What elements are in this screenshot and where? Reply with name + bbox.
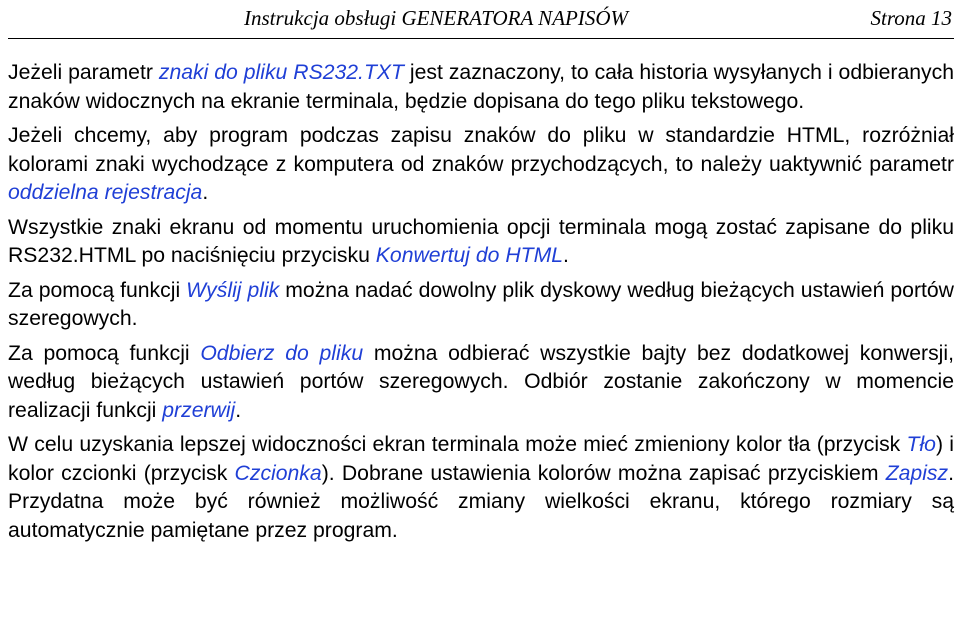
text-run: Jeżeli chcemy, aby program podczas zapisu znaków do pliku w standardzie HTML, rozróżniał kolorami znaki wychodzące z komputera od znaków przychodzących, to należy uaktywnić parametr — [8, 124, 954, 176]
button-name: Konwertuj do HTML — [375, 244, 564, 267]
parameter-name: oddzielna rejestracja — [8, 181, 203, 204]
text-run: W celu uzyskania lepszej widoczności ekran terminala może mieć zmieniony kolor tła (przycisk — [8, 433, 907, 456]
paragraph — [8, 122, 954, 208]
text-run: . — [563, 244, 569, 267]
button-name: Czcionka — [234, 461, 322, 485]
function-name: Odbierz do pliku — [200, 341, 364, 365]
text-run: Wszystkie znaki ekranu od momentu uruchomienia opcji terminala mogą zostać zapisane do pliku RS232.HTML po naciśnięciu przycisku — [8, 215, 954, 267]
button-name: Tło — [906, 433, 936, 456]
function-name: przerwij — [162, 398, 236, 422]
text-run: Jeżeli parametr — [8, 61, 159, 84]
text-run: można nadać dowolny plik dyskowy według bieżących ustawień portów szeregowych. — [8, 278, 954, 330]
text-run: . — [202, 181, 209, 204]
text-run: ). Dobrane ustawienia kolorów można zapisać przyciskiem — [321, 461, 886, 485]
page-number: Strona 13 — [870, 6, 952, 30]
paragraph — [8, 277, 954, 334]
text-run: . Przydatna może być również możliwość zmiany wielkości ekranu, którego rozmiary są automatycznie pamiętane przez program. — [8, 461, 954, 542]
text-run: . — [235, 398, 242, 422]
text-run: ) i kolor czcionki (przycisk — [8, 433, 954, 485]
paragraph — [8, 59, 954, 116]
text-run: jest zaznaczony, to cała historia wysyłanych i odbieranych znaków widocznych na ekranie terminala, będzie dopisana do tego pliku tekstowego. — [8, 61, 954, 113]
document-body — [8, 59, 954, 551]
text-run: można odbierać wszystkie bajty bez dodatkowej konwersji, według bieżących ustawień portów szeregowych. Odbiór zostanie zakończony w momencie realizacji funkcji — [8, 341, 954, 422]
text-run: Za pomocą funkcji — [8, 341, 201, 365]
paragraph — [8, 340, 954, 426]
function-name: Wyślij plik — [186, 278, 280, 302]
parameter-name: znaki do pliku RS232.TXT — [158, 61, 404, 84]
text-run: Za pomocą funkcji — [8, 278, 187, 302]
paragraph — [8, 214, 954, 271]
button-name: Zapisz — [885, 461, 949, 485]
page-header — [8, 2, 954, 39]
paragraph — [8, 431, 954, 545]
document-title: Instrukcja obsługi GENERATORA NAPISÓW — [244, 6, 628, 30]
